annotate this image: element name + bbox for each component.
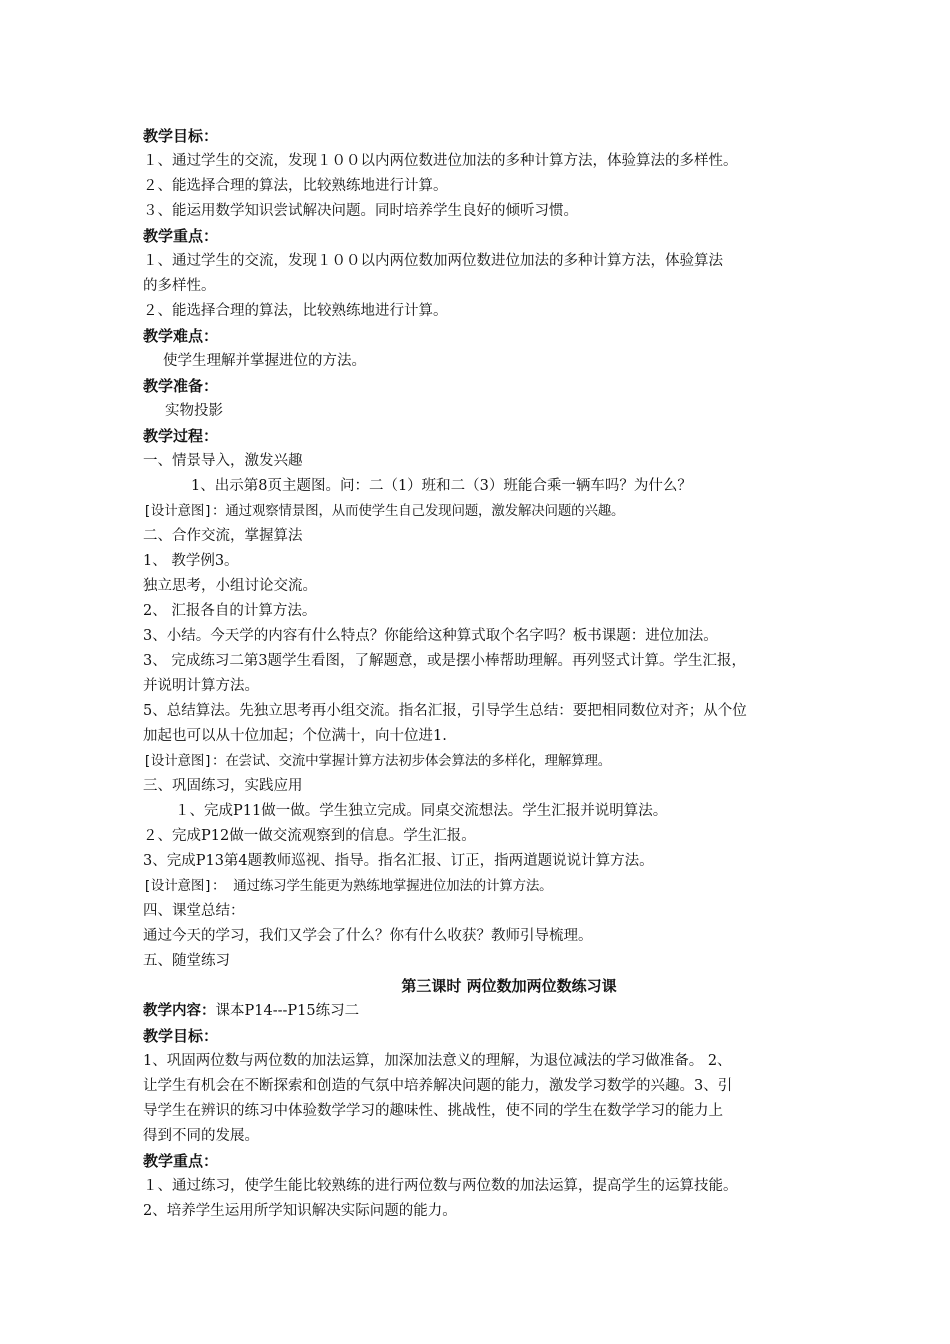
content-line: [143, 999, 815, 1024]
key-point-item: 的多样性。: [143, 278, 216, 294]
document-page: [143, 124, 815, 1224]
objectives-heading-2: 教学目标：: [143, 1027, 219, 1045]
objective-item: 导学生在辨识的练习中体验数学学习的趣味性、挑战性，使不同的学生在数学学习的能力上: [143, 1103, 723, 1119]
content-heading: 教学内容：: [143, 1003, 216, 1019]
process-step: 通过今天的学习，我们又学会了什么？你有什么收获？教师引导梳理。: [143, 928, 593, 944]
process-heading: 教学过程：: [143, 427, 219, 445]
key-point-item: １、通过学生的交流，发现１００以内两位数加两位数进位加法的多种计算方法，体验算法: [143, 253, 723, 269]
objective-item: 得到不同的发展。: [143, 1128, 259, 1144]
process-step: 5、总结算法。先独立思考再小组交流。指名汇报，引导学生总结：要把相同数位对齐；从个位: [143, 703, 747, 719]
design-intent-note: [设计意图]： 通过练习学生能更为熟练地掌握进位加法的计算方法。: [143, 878, 553, 894]
preparation-heading: 教学准备：: [143, 377, 219, 395]
difficulty-heading: 教学难点：: [143, 327, 219, 345]
design-intent-note: [设计意图]：在尝试、交流中掌握计算方法初步体会算法的多样化，理解算理。: [143, 753, 612, 769]
process-step: １、完成P11做一做。学生独立完成。同桌交流想法。学生汇报并说明算法。: [175, 803, 668, 819]
process-step: 三、巩固练习，实践应用: [143, 778, 303, 794]
process-step: 并说明计算方法。: [143, 678, 259, 694]
process-step: 一、情景导入，激发兴趣: [143, 453, 303, 469]
process-step: 2、 汇报各自的计算方法。: [143, 603, 317, 619]
process-step: 3、完成P13第4题教师巡视、指导。指名汇报、订正，指两道题说说计算方法。: [143, 853, 654, 869]
objectives-heading: 教学目标：: [143, 127, 219, 145]
objective-item: ２、能选择合理的算法，比较熟练地进行计算。: [143, 178, 448, 194]
process-step: 3、小结。今天学的内容有什么特点？你能给这种算式取个名字吗？板书课题：进位加法。: [143, 628, 718, 644]
process-step: 二、合作交流，掌握算法: [143, 528, 303, 544]
key-point-item: １、通过练习，使学生能比较熟练的进行两位数与两位数的加法运算，提高学生的运算技能。: [143, 1178, 738, 1194]
lesson-title: 第三课时 两位数加两位数练习课: [401, 977, 617, 995]
key-points-heading-2: 教学重点：: [143, 1152, 219, 1170]
preparation-text: 实物投影: [165, 403, 223, 419]
key-points-heading: 教学重点：: [143, 227, 219, 245]
content-text: 课本P14---P15练习二: [215, 1003, 360, 1019]
objective-item: ３、能运用数学知识尝试解决问题。同时培养学生良好的倾听习惯。: [143, 203, 578, 219]
process-step: 五、随堂练习: [143, 953, 230, 969]
objective-item: 1、巩固两位数与两位数的加法运算，加深加法意义的理解，为退位减法的学习做准备。 2、: [143, 1053, 732, 1069]
objective-item: １、通过学生的交流，发现１００以内两位数进位加法的多种计算方法，体验算法的多样性。: [143, 153, 738, 169]
process-step: 1、 教学例3。: [143, 553, 239, 569]
process-list: [143, 449, 815, 974]
process-step: 加起也可以从十位加起；个位满十，向十位进1.: [143, 728, 447, 744]
objective-item: 让学生有机会在不断探索和创造的气氛中培养解决问题的能力，激发学习数学的兴趣。3、引: [143, 1078, 733, 1094]
process-step: 3、 完成练习二第3题学生看图，了解题意，或是摆小棒帮助理解。再列竖式计算。学生汇报，: [143, 653, 747, 669]
difficulty-text: 使学生理解并掌握进位的方法。: [163, 353, 366, 369]
key-point-item: 2、培养学生运用所学知识解决实际问题的能力。: [143, 1203, 457, 1219]
process-step: 四、课堂总结：: [143, 903, 245, 919]
process-step: ２、完成P12做一做交流观察到的信息。学生汇报。: [143, 828, 476, 844]
design-intent-note: [设计意图]：通过观察情景图，从而使学生自己发现问题，激发解决问题的兴趣。: [143, 503, 625, 519]
process-step: 1、出示第8页主题图。问：二（1）班和二（3）班能合乘一辆车吗？为什么？: [191, 478, 692, 494]
process-step: 独立思考，小组讨论交流。: [143, 578, 317, 594]
key-point-item: ２、能选择合理的算法，比较熟练地进行计算。: [143, 303, 448, 319]
